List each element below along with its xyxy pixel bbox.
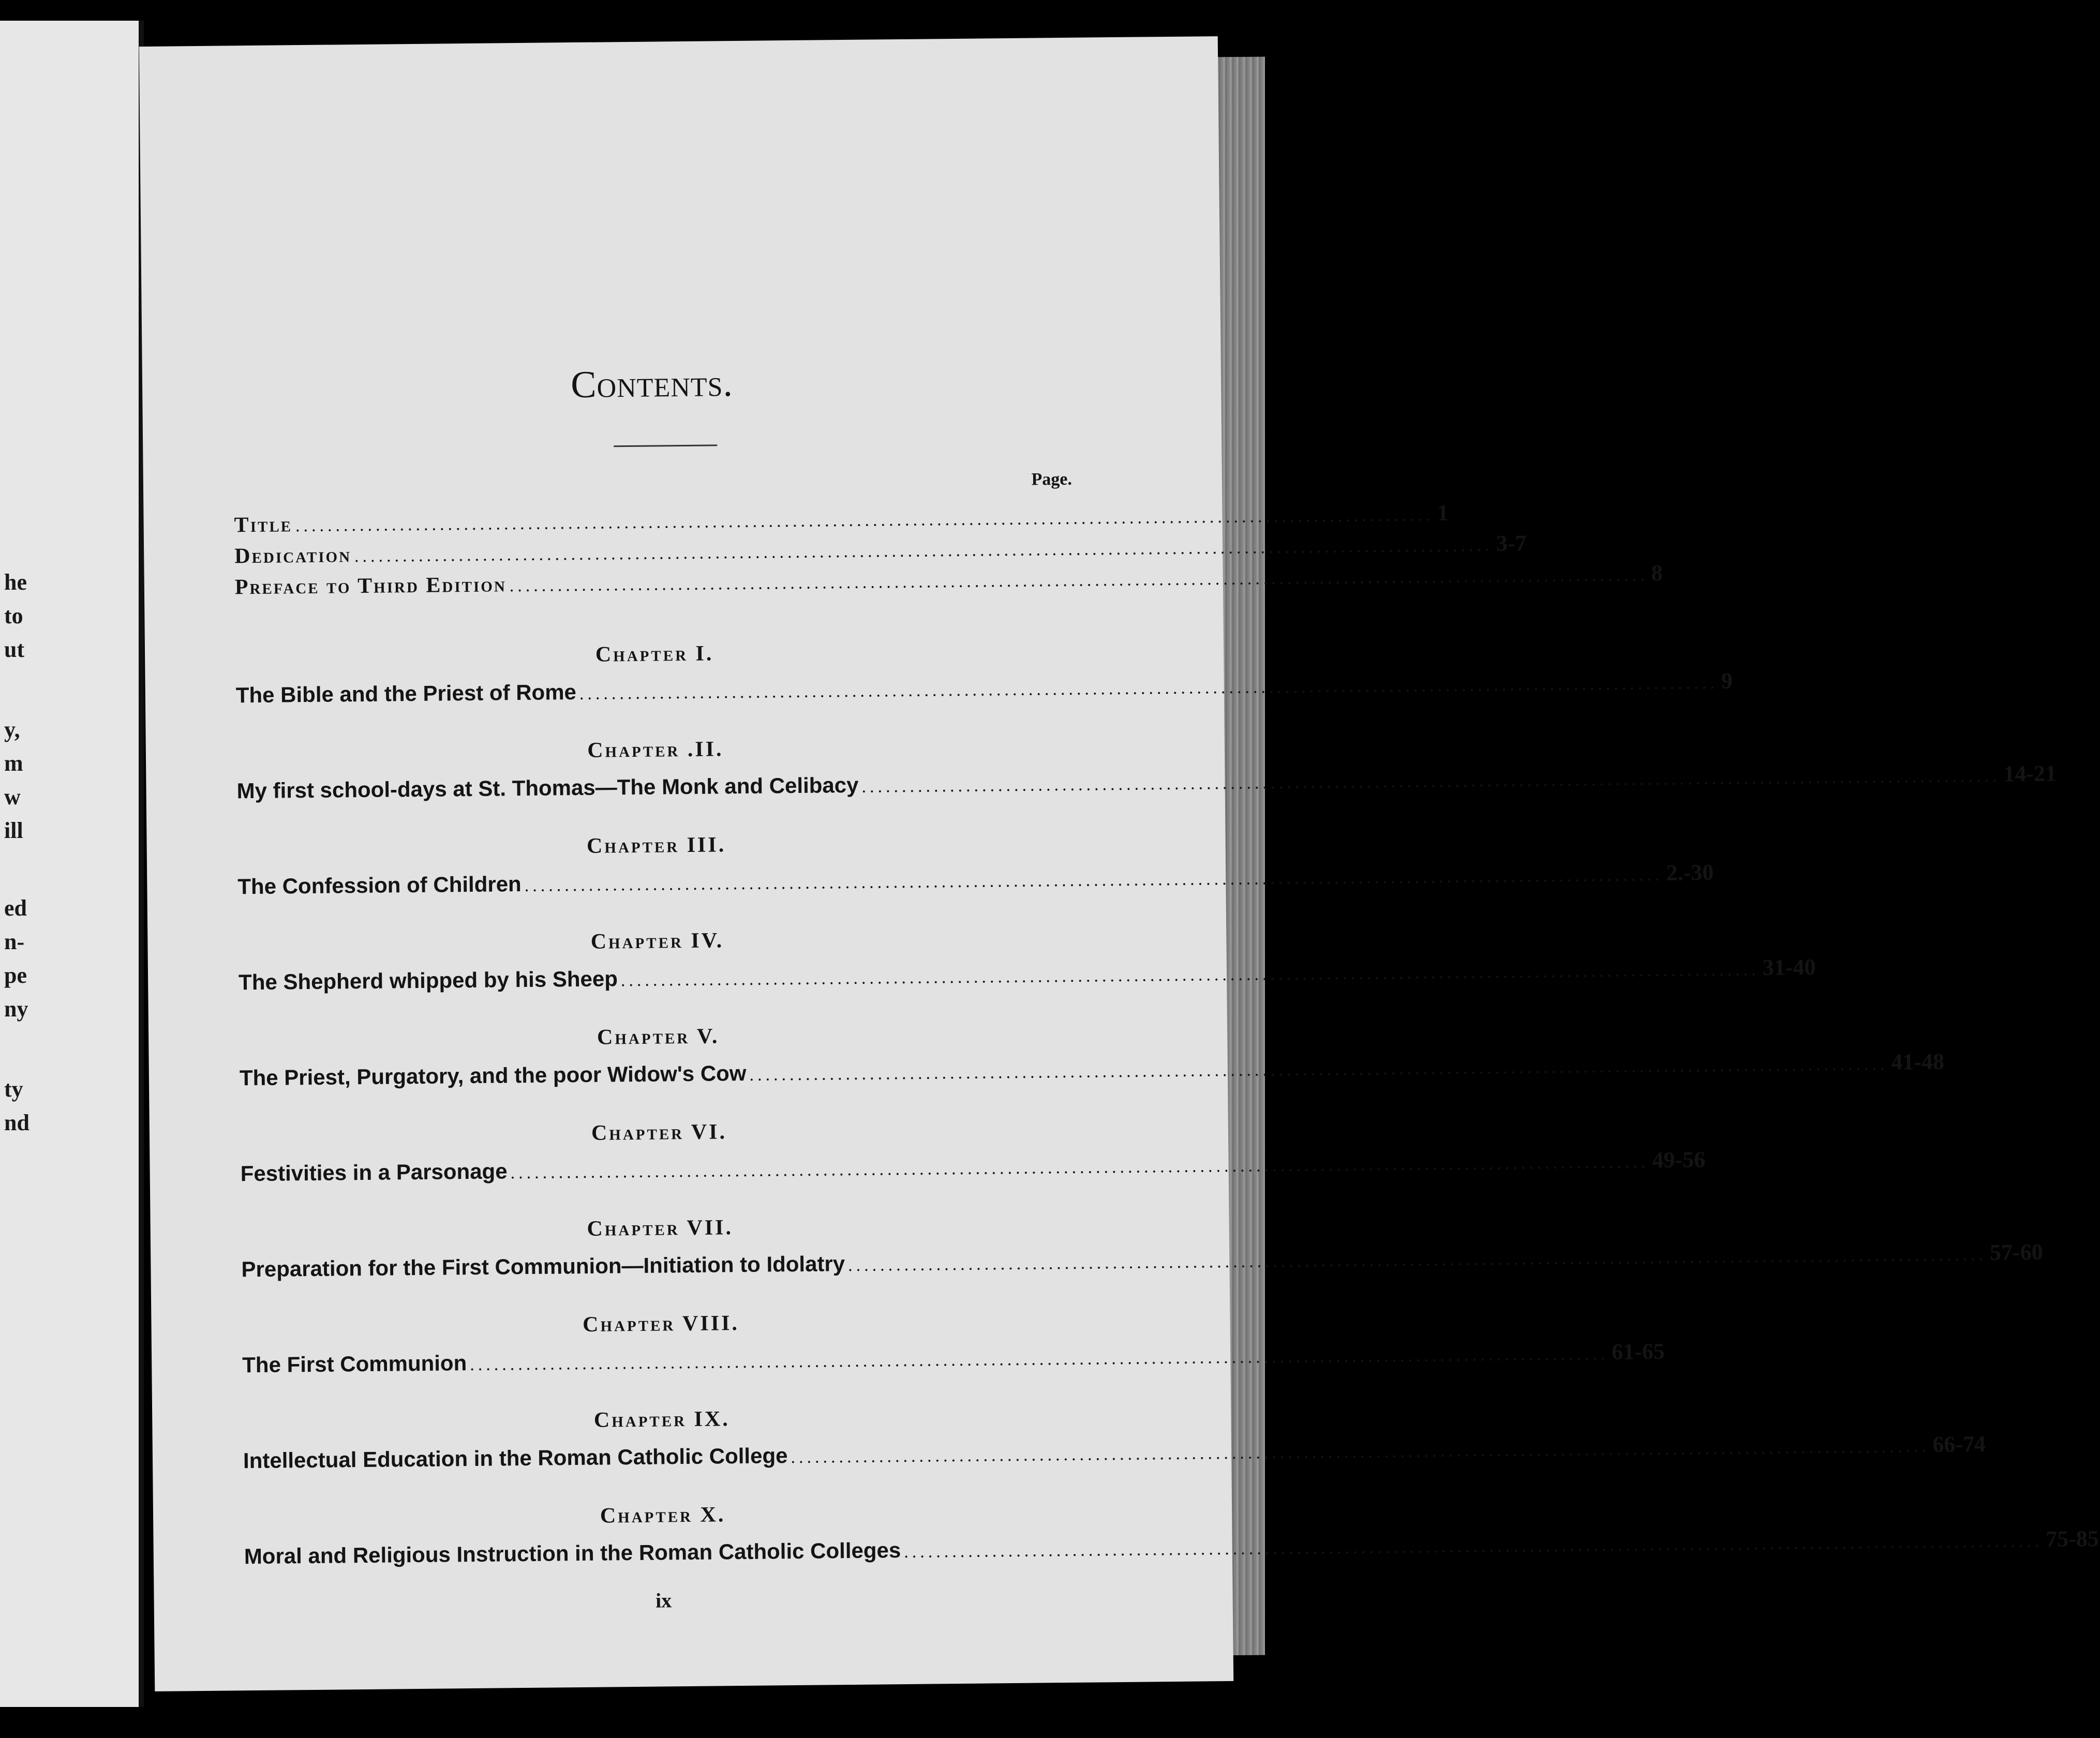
left-page-fragment: he (4, 570, 27, 595)
toc-entry-chapter[interactable] (242, 1338, 1665, 1381)
left-page-fragment: to (4, 603, 23, 628)
leader-dots: .............................................................................................................................................. (509, 565, 1648, 596)
toc-entry-chapter[interactable] (243, 1431, 1986, 1477)
entry-title: The First Communion (242, 1351, 467, 1377)
leader-dots: .............................................................................................................................................. (847, 1245, 1987, 1276)
leader-dots: .............................................................................................................................................. (579, 673, 1719, 703)
chapter-heading: Chapter IX. (593, 1407, 730, 1432)
entry-title: The Confession of Children (237, 872, 522, 899)
chapter-heading: Chapter III. (586, 833, 726, 858)
left-page-fragment: pe (4, 963, 27, 988)
toc-entry-preface[interactable] (234, 560, 1663, 603)
entry-page: 1 (1437, 500, 1449, 526)
contents-page (139, 36, 2099, 1691)
entry-page: 2.-30 (1666, 859, 1714, 886)
leader-dots: .............................................................................................................................................. (354, 536, 1494, 566)
leader-dots: .............................................................................................................................................. (620, 960, 1760, 991)
entry-page: 66-74 (1932, 1431, 1986, 1457)
left-page-fragment: ed (4, 895, 27, 921)
page-title: Contents. (570, 362, 734, 407)
left-page-fragment: ill (4, 818, 23, 843)
table-of-contents (230, 38, 2099, 1612)
left-page-edge (0, 21, 144, 1707)
chapter-heading: Chapter X. (600, 1503, 726, 1528)
toc-entry-chapter[interactable] (240, 1147, 1706, 1190)
leader-dots: .............................................................................................................................................. (791, 1436, 1930, 1467)
chapter-heading: Chapter V. (597, 1024, 720, 1050)
entry-page: 14-21 (2003, 760, 2057, 787)
left-page-fragment: ny (4, 996, 28, 1022)
page-number: ix (655, 1589, 672, 1612)
left-page-fragment: n- (4, 929, 25, 954)
toc-entry-title[interactable] (234, 500, 1449, 541)
entry-page: 9 (1721, 668, 1733, 694)
entry-title: Preparation for the First Communion—Initiation to Idolatry (241, 1251, 845, 1282)
toc-entry-chapter[interactable] (238, 954, 1816, 998)
page-column-header: Page. (1031, 469, 1073, 489)
chapter-heading: Chapter VI. (591, 1120, 727, 1145)
left-page-fragment: w (4, 784, 21, 810)
entry-title: Moral and Religious Instruction in the Roman Catholic Colleges (244, 1538, 901, 1569)
chapter-heading: Chapter VIII. (582, 1311, 740, 1337)
entry-title: My first school-days at St. Thomas—The Monk and Celibacy (236, 772, 859, 803)
left-page-fragment: y, (4, 717, 20, 742)
toc-entry-chapter[interactable] (236, 760, 2057, 807)
entry-title: The Priest, Purgatory, and the poor Widow's Cow (239, 1060, 747, 1090)
leader-dots: .............................................................................................................................................. (904, 1531, 2043, 1562)
toc-entry-chapter[interactable] (244, 1525, 2099, 1572)
leader-dots: .............................................................................................................................................. (510, 1152, 1649, 1183)
entry-page: 41-48 (1891, 1048, 1945, 1075)
entry-title: Title (234, 513, 293, 537)
entry-title: The Shepherd whipped by his Sheep (238, 966, 618, 995)
entry-title: Preface to Third Edition (234, 573, 507, 600)
entry-page: 8 (1651, 560, 1663, 586)
leader-dots: .............................................................................................................................................. (470, 1344, 1609, 1375)
toc-entry-chapter[interactable] (235, 668, 1733, 711)
toc-entry-chapter[interactable] (239, 1048, 1945, 1094)
left-page-fragment: ty (4, 1076, 23, 1102)
entry-title: Dedication (234, 543, 352, 568)
entry-page: 31-40 (1762, 954, 1816, 981)
entry-title: Festivities in a Parsonage (240, 1159, 508, 1186)
toc-entry-dedication[interactable] (234, 530, 1527, 572)
entry-title: Intellectual Education in the Roman Catholic College (243, 1443, 788, 1473)
entry-page: 57-60 (1989, 1239, 2043, 1265)
toc-entry-chapter[interactable] (237, 859, 1714, 903)
leader-dots: .............................................................................................................................................. (524, 865, 1663, 896)
entry-page: 49-56 (1652, 1147, 1706, 1173)
leader-dots: .............................................................................................................................................. (749, 1054, 1888, 1085)
leader-dots: .............................................................................................................................................. (295, 505, 1435, 536)
left-page-fragment: m (4, 751, 23, 776)
title-divider (614, 444, 717, 447)
leader-dots: .............................................................................................................................................. (861, 766, 2001, 797)
chapter-heading: Chapter IV. (590, 928, 724, 954)
entry-title: The Bible and the Priest of Rome (235, 680, 577, 708)
left-page-fragment: ut (4, 637, 25, 662)
toc-entry-chapter[interactable] (241, 1239, 2043, 1285)
entry-page: 3-7 (1496, 530, 1527, 556)
entry-page: 75-85 (2045, 1525, 2099, 1552)
chapter-heading: Chapter I. (595, 641, 714, 667)
chapter-heading: Chapter .II. (587, 737, 724, 762)
left-page-fragment: nd (4, 1110, 29, 1135)
chapter-heading: Chapter VII. (587, 1216, 734, 1241)
entry-page: 61-65 (1611, 1338, 1665, 1365)
